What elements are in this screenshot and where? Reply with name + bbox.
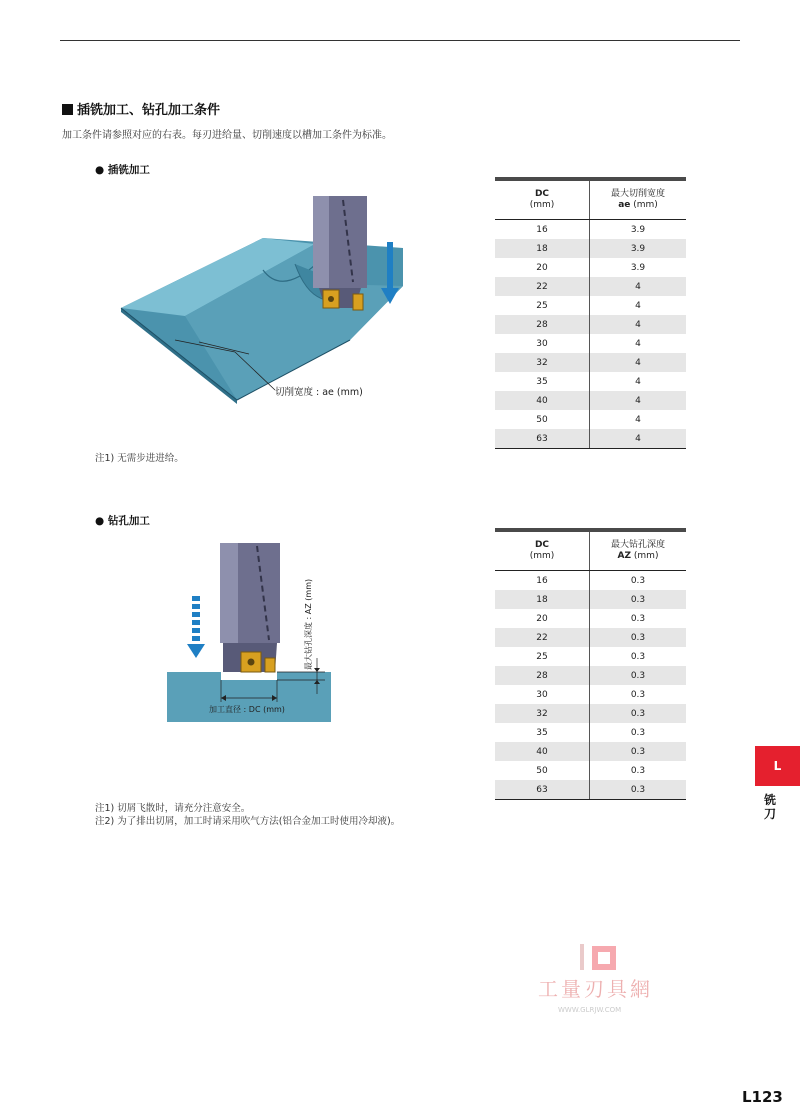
table-header-row	[495, 530, 686, 571]
drilling-figure	[165, 540, 335, 725]
table-row: 50 0.3	[495, 761, 686, 780]
dc-column-header: DC (mm)	[495, 179, 590, 220]
drill-diameter-label: 加工直径 : DC (mm)	[209, 705, 285, 714]
table-row: 20 0.3	[495, 609, 686, 628]
table-row: 28 4	[495, 315, 686, 334]
watermark-text: 工量刃具網	[538, 977, 653, 1001]
table-row: 35 0.3	[495, 723, 686, 742]
table-row: 30 0.3	[495, 685, 686, 704]
table-row: 63 0.3	[495, 780, 686, 800]
max-depth-column-header: 最大钻孔深度 AZ (mm)	[590, 530, 687, 571]
table-row: 32 4	[495, 353, 686, 372]
table-row: 28 0.3	[495, 666, 686, 685]
drill-depth-label: 最大钻孔深度 : AZ (mm)	[304, 578, 313, 670]
drill-note-2: 注2) 为了排出切屑，加工时请采用吹气方法(铝合金加工时使用冷却液)。	[95, 816, 401, 827]
plunge-width-label: 切削宽度 : ae (mm)	[275, 387, 363, 398]
table-row: 18 0.3	[495, 590, 686, 609]
table-row: 22 4	[495, 277, 686, 296]
plunge-heading: ● 插铣加工	[95, 164, 150, 176]
section-title: 插铣加工、钻孔加工条件	[62, 99, 220, 118]
table-row: 25 4	[495, 296, 686, 315]
watermark-logo	[530, 940, 680, 1020]
table-row: 20 3.9	[495, 258, 686, 277]
table-row: 16 0.3	[495, 571, 686, 591]
table-row: 40 4	[495, 391, 686, 410]
table-row: 25 0.3	[495, 647, 686, 666]
table-row: 35 4	[495, 372, 686, 391]
drill-note-1: 注1) 切屑飞散时，请充分注意安全。	[95, 803, 251, 814]
top-rule	[60, 40, 740, 41]
page-number: L123	[742, 1088, 783, 1106]
table-row: 30 4	[495, 334, 686, 353]
table-row: 63 4	[495, 429, 686, 449]
table-row: 50 4	[495, 410, 686, 429]
table-row: 40 0.3	[495, 742, 686, 761]
table-row: 32 0.3	[495, 704, 686, 723]
watermark-url: WWW.GLRJW.COM	[558, 1006, 622, 1014]
dc-column-header: DC (mm)	[495, 530, 590, 571]
section-tab-label: 铣刀	[764, 793, 777, 821]
drill-heading: ● 钻孔加工	[95, 515, 150, 527]
section-tab-l[interactable]: L	[755, 746, 800, 786]
plunge-note-1: 注1) 无需步进进给。	[95, 453, 184, 464]
square-bullet-icon	[62, 104, 73, 115]
drill-spec-table	[495, 528, 686, 800]
max-width-column-header: 最大切削宽度 ae (mm)	[590, 179, 687, 220]
plunge-milling-figure	[115, 190, 415, 415]
table-header-row	[495, 179, 686, 220]
table-row: 22 0.3	[495, 628, 686, 647]
table-row: 18 3.9	[495, 239, 686, 258]
section-intro: 加工条件请参照对应的右表。每刃进给量、切削速度以槽加工条件为标准。	[62, 130, 392, 141]
table-row: 16 3.9	[495, 220, 686, 240]
plunge-spec-table	[495, 177, 686, 449]
